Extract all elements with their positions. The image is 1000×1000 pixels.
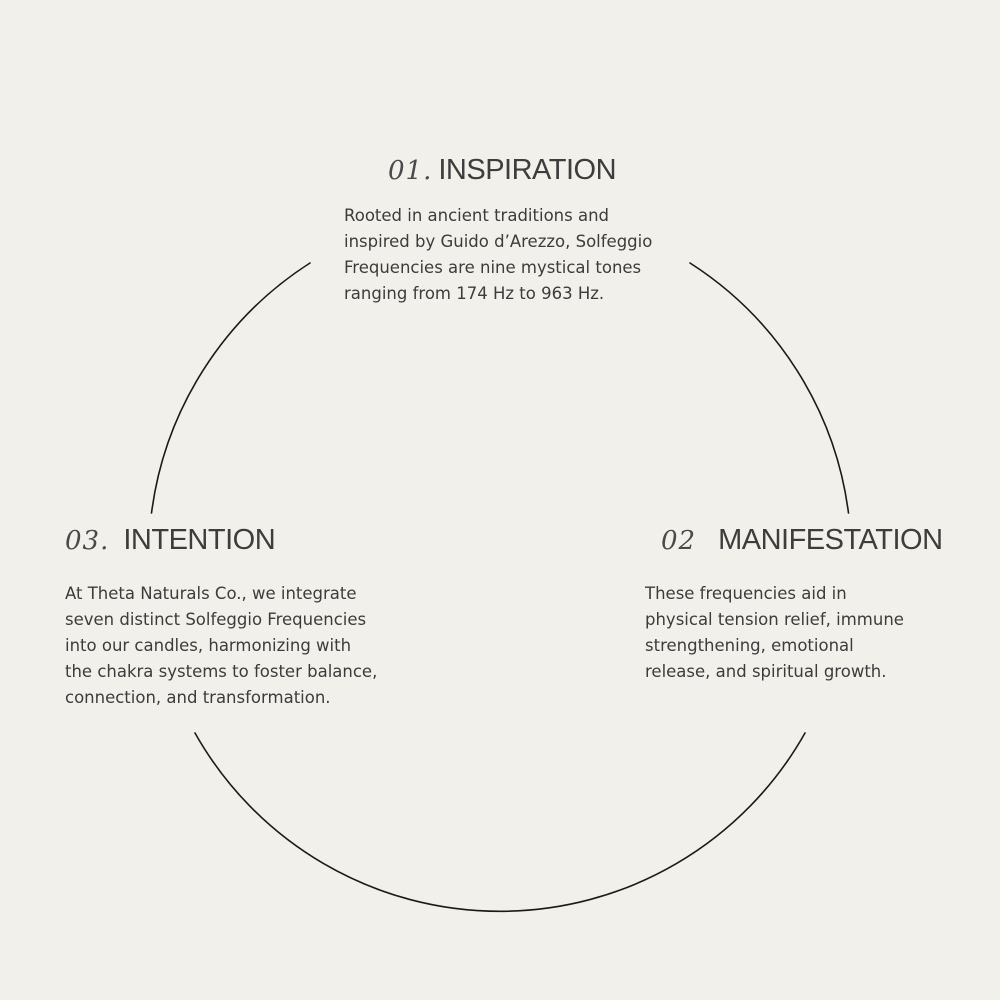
step-number: 01. bbox=[388, 156, 433, 186]
step-description: These frequencies aid in physical tension relief, immune strengthening, emotional release, and spiritual growth. bbox=[645, 584, 904, 681]
step-description: Rooted in ancient traditions and inspired by Guido d’Arezzo, Solfeggio Frequencies are nine mystical tones ranging from 174 Hz to 963 Hz. bbox=[344, 206, 653, 303]
cycle-arc-manifestation-to-intention bbox=[195, 733, 805, 911]
step-inspiration bbox=[344, 154, 652, 307]
cycle-arc-inspiration-to-manifestation bbox=[690, 263, 849, 513]
step-heading bbox=[661, 524, 943, 557]
step-title: INSPIRATION bbox=[438, 154, 617, 186]
step-title: MANIFESTATION bbox=[718, 524, 943, 556]
step-number: 02 bbox=[661, 526, 697, 556]
cycle-arc-intention-to-inspiration bbox=[152, 263, 311, 513]
step-heading bbox=[65, 524, 377, 557]
step-number: 03. bbox=[65, 526, 110, 556]
step-description: At Theta Naturals Co., we integrate seven distinct Solfeggio Frequencies into our candles, harmonizing with the chakra systems to foster balance, connection, and transformation. bbox=[65, 584, 378, 707]
step-heading bbox=[388, 154, 652, 187]
step-title: INTENTION bbox=[123, 524, 276, 556]
step-intention bbox=[65, 524, 377, 711]
step-manifestation bbox=[645, 524, 943, 685]
